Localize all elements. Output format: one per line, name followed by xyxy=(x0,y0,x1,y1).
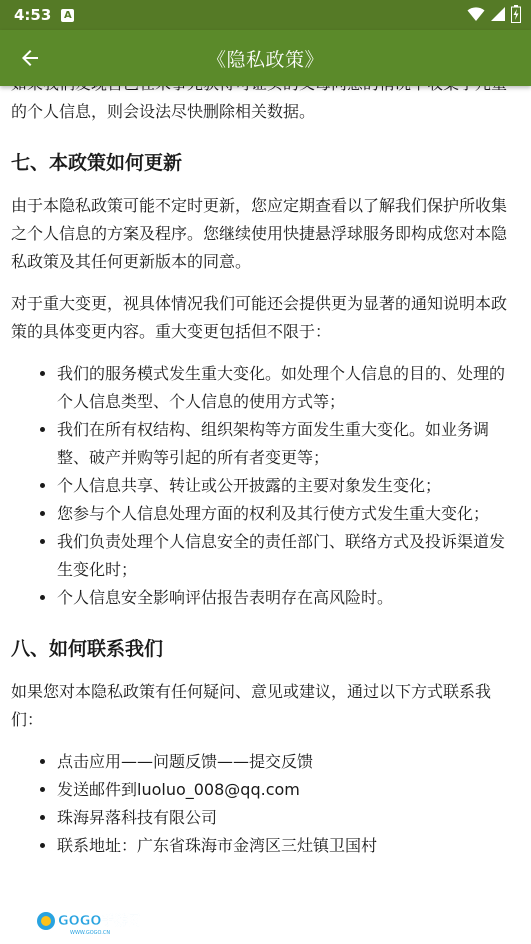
status-bar xyxy=(0,0,531,30)
signal-icon xyxy=(490,6,506,22)
wifi-icon xyxy=(467,6,485,22)
list-item: • 珠海昇落科技有限公司 xyxy=(57,804,520,832)
paragraph: 对于重大变更，视具体情况我们可能还会提供更为显著的通知说明本政策的具体变更内容。重大变更包括但不限于： xyxy=(11,294,508,341)
list-item: • 联系地址：广东省珠海市金湾区三灶镇卫国村 xyxy=(57,832,520,860)
list-item: • 我们在所有权结构、组织架构等方面发生重大变化。如业务调整、破产并购等引起的所有者变更等； xyxy=(57,416,520,472)
app-bar xyxy=(0,30,531,86)
page-title: 《隐私政策》 xyxy=(206,48,324,71)
svg-text:GOGO手游网: GOGO手游网 xyxy=(58,914,140,929)
list-item: • 发送邮件到luoluo_008@qq.com xyxy=(57,776,520,804)
svg-text:WWW.GOGO.CN: WWW.GOGO.CN xyxy=(70,930,111,936)
list-item: • 点击应用——问题反馈——提交反馈 xyxy=(57,748,520,776)
list-item: • 我们负责处理个人信息安全的责任部门、联络方式及投诉渠道发生变化时； xyxy=(57,528,520,584)
list-item: • 您参与个人信息处理方面的权利及其行使方式发生重大变化； xyxy=(57,500,520,528)
paragraph: 的个人信息，则会设法尽快删除相关数据。 xyxy=(11,102,316,121)
status-icons xyxy=(467,5,521,23)
list-item: • 个人信息安全影响评估报告表明存在高风险时。 xyxy=(57,584,520,612)
policy-content xyxy=(0,70,531,874)
paragraph: 如果您对本隐私政策有任何疑问、意见或建议，通过以下方式联系我们： xyxy=(11,682,492,729)
bullet-list xyxy=(11,748,520,860)
notification-icon: A xyxy=(61,9,74,22)
list-item: • 我们的服务模式发生重大变化。如处理个人信息的目的、处理的个人信息类型、个人信息的使用方式等； xyxy=(57,360,520,416)
status-time: 4:53 xyxy=(14,6,52,24)
section-heading: 八、如何联系我们 xyxy=(11,638,164,660)
watermark-logo xyxy=(36,906,140,936)
paragraph: 由于本隐私政策可能不定时更新，您应定期查看以了解我们保护所收集之个人信息的方案及程序。您继续使用快捷悬浮球服务即构成您对本隐私政策及其任何更新版本的同意。 xyxy=(11,196,508,271)
list-item: • 个人信息共享、转让或公开披露的主要对象发生变化； xyxy=(57,472,520,500)
section-heading: 七、本政策如何更新 xyxy=(11,152,183,174)
bullet-list xyxy=(11,360,520,612)
battery-icon xyxy=(511,5,521,23)
